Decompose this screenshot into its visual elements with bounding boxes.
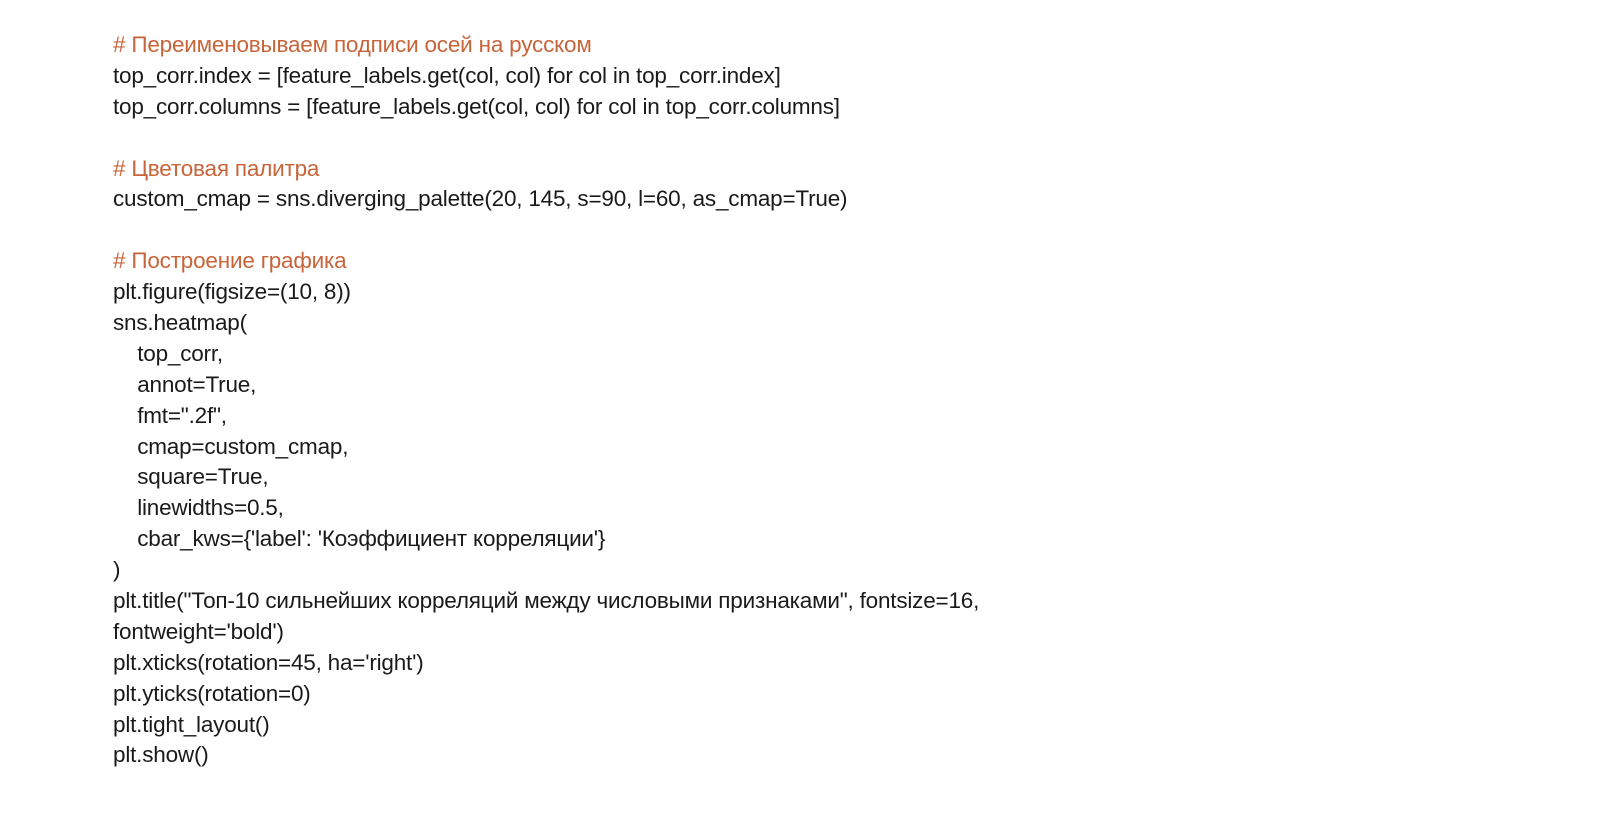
code-line-arg-annot: annot=True, xyxy=(113,371,257,397)
code-line-arg-data: top_corr, xyxy=(113,340,223,366)
blank-line xyxy=(113,123,1553,154)
code-line-tight-layout: plt.tight_layout() xyxy=(113,711,270,737)
code-line-show: plt.show() xyxy=(113,742,209,768)
code-line-arg-square: square=True, xyxy=(113,464,269,490)
code-line-columns: top_corr.columns = [feature_labels.get(col, col) for col in top_corr.columns] xyxy=(113,93,840,119)
code-line-cmap: custom_cmap = sns.diverging_palette(20, 145, s=90, l=60, as_cmap=True) xyxy=(113,186,848,212)
code-line-heatmap-open: sns.heatmap( xyxy=(113,310,247,336)
code-line-figure: plt.figure(figsize=(10, 8)) xyxy=(113,279,351,305)
comment-rename-axes: # Переименовываем подписи осей на русском xyxy=(113,32,592,57)
code-line-yticks: plt.yticks(rotation=0) xyxy=(113,680,311,706)
code-line-title: plt.title("Топ-10 сильнейших корреляций между числовыми признаками", fontsize=16, xyxy=(113,588,980,614)
comment-build-chart: # Построение графика xyxy=(113,248,347,274)
code-line-index: top_corr.index = [feature_labels.get(col, col) for col in top_corr.index] xyxy=(113,62,781,88)
code-line-heatmap-close: ) xyxy=(113,557,121,583)
code-listing xyxy=(113,30,1553,771)
code-line-arg-linewidths: linewidths=0.5, xyxy=(113,495,284,521)
code-line-arg-fmt: fmt=".2f", xyxy=(113,402,227,428)
comment-color-palette: # Цветовая палитра xyxy=(113,155,320,181)
code-line-arg-cbar: cbar_kws={'label': 'Коэффициент корреляции'} xyxy=(113,526,606,552)
code-line-xticks: plt.xticks(rotation=45, ha='right') xyxy=(113,649,424,675)
code-line-arg-cmap: cmap=custom_cmap, xyxy=(113,433,349,459)
blank-line xyxy=(113,215,1553,246)
code-line-title-cont: fontweight='bold') xyxy=(113,618,284,644)
